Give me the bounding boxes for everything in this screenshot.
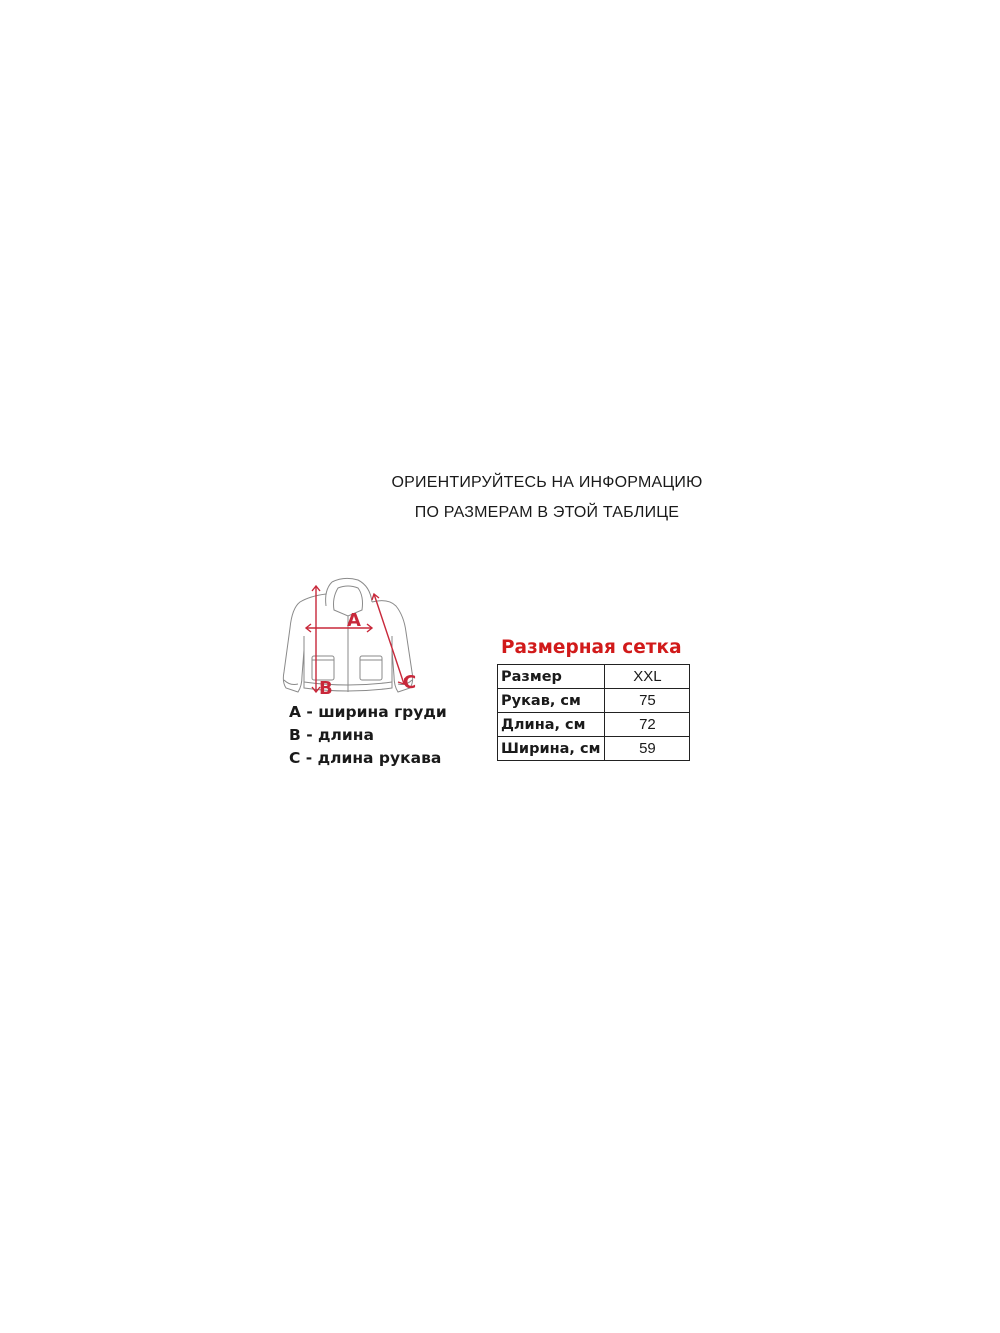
row-label: Рукав, см [498,689,605,713]
header-line-2: ПО РАЗМЕРАМ В ЭТОЙ ТАБЛИЦЕ [414,504,680,521]
table-row [498,665,690,689]
label-c: C [403,672,417,693]
row-label: Размер [498,665,605,689]
row-value: 75 [605,689,690,713]
table-row [498,713,690,737]
table-row [498,689,690,713]
measurement-legend [289,701,447,770]
row-label: Ширина, см [498,737,605,761]
row-value: 72 [605,713,690,737]
row-label: Длина, см [498,713,605,737]
legend-a: А - ширина груди [289,703,447,721]
header-line-1: ОРИЕНТИРУЙТЕСЬ НА ИНФОРМАЦИЮ [391,474,703,491]
row-value: 59 [605,737,690,761]
size-table [497,664,690,761]
label-a: A [347,610,361,631]
jacket-outline [283,578,412,692]
info-header [300,468,794,528]
size-chart-title: Размерная сетка [501,637,682,658]
label-b: B [319,678,333,699]
jacket-measurement-diagram [272,576,432,702]
legend-c: С - длина рукава [289,749,442,767]
row-value: XXL [605,665,690,689]
table-row [498,737,690,761]
legend-b: В - длина [289,726,374,744]
